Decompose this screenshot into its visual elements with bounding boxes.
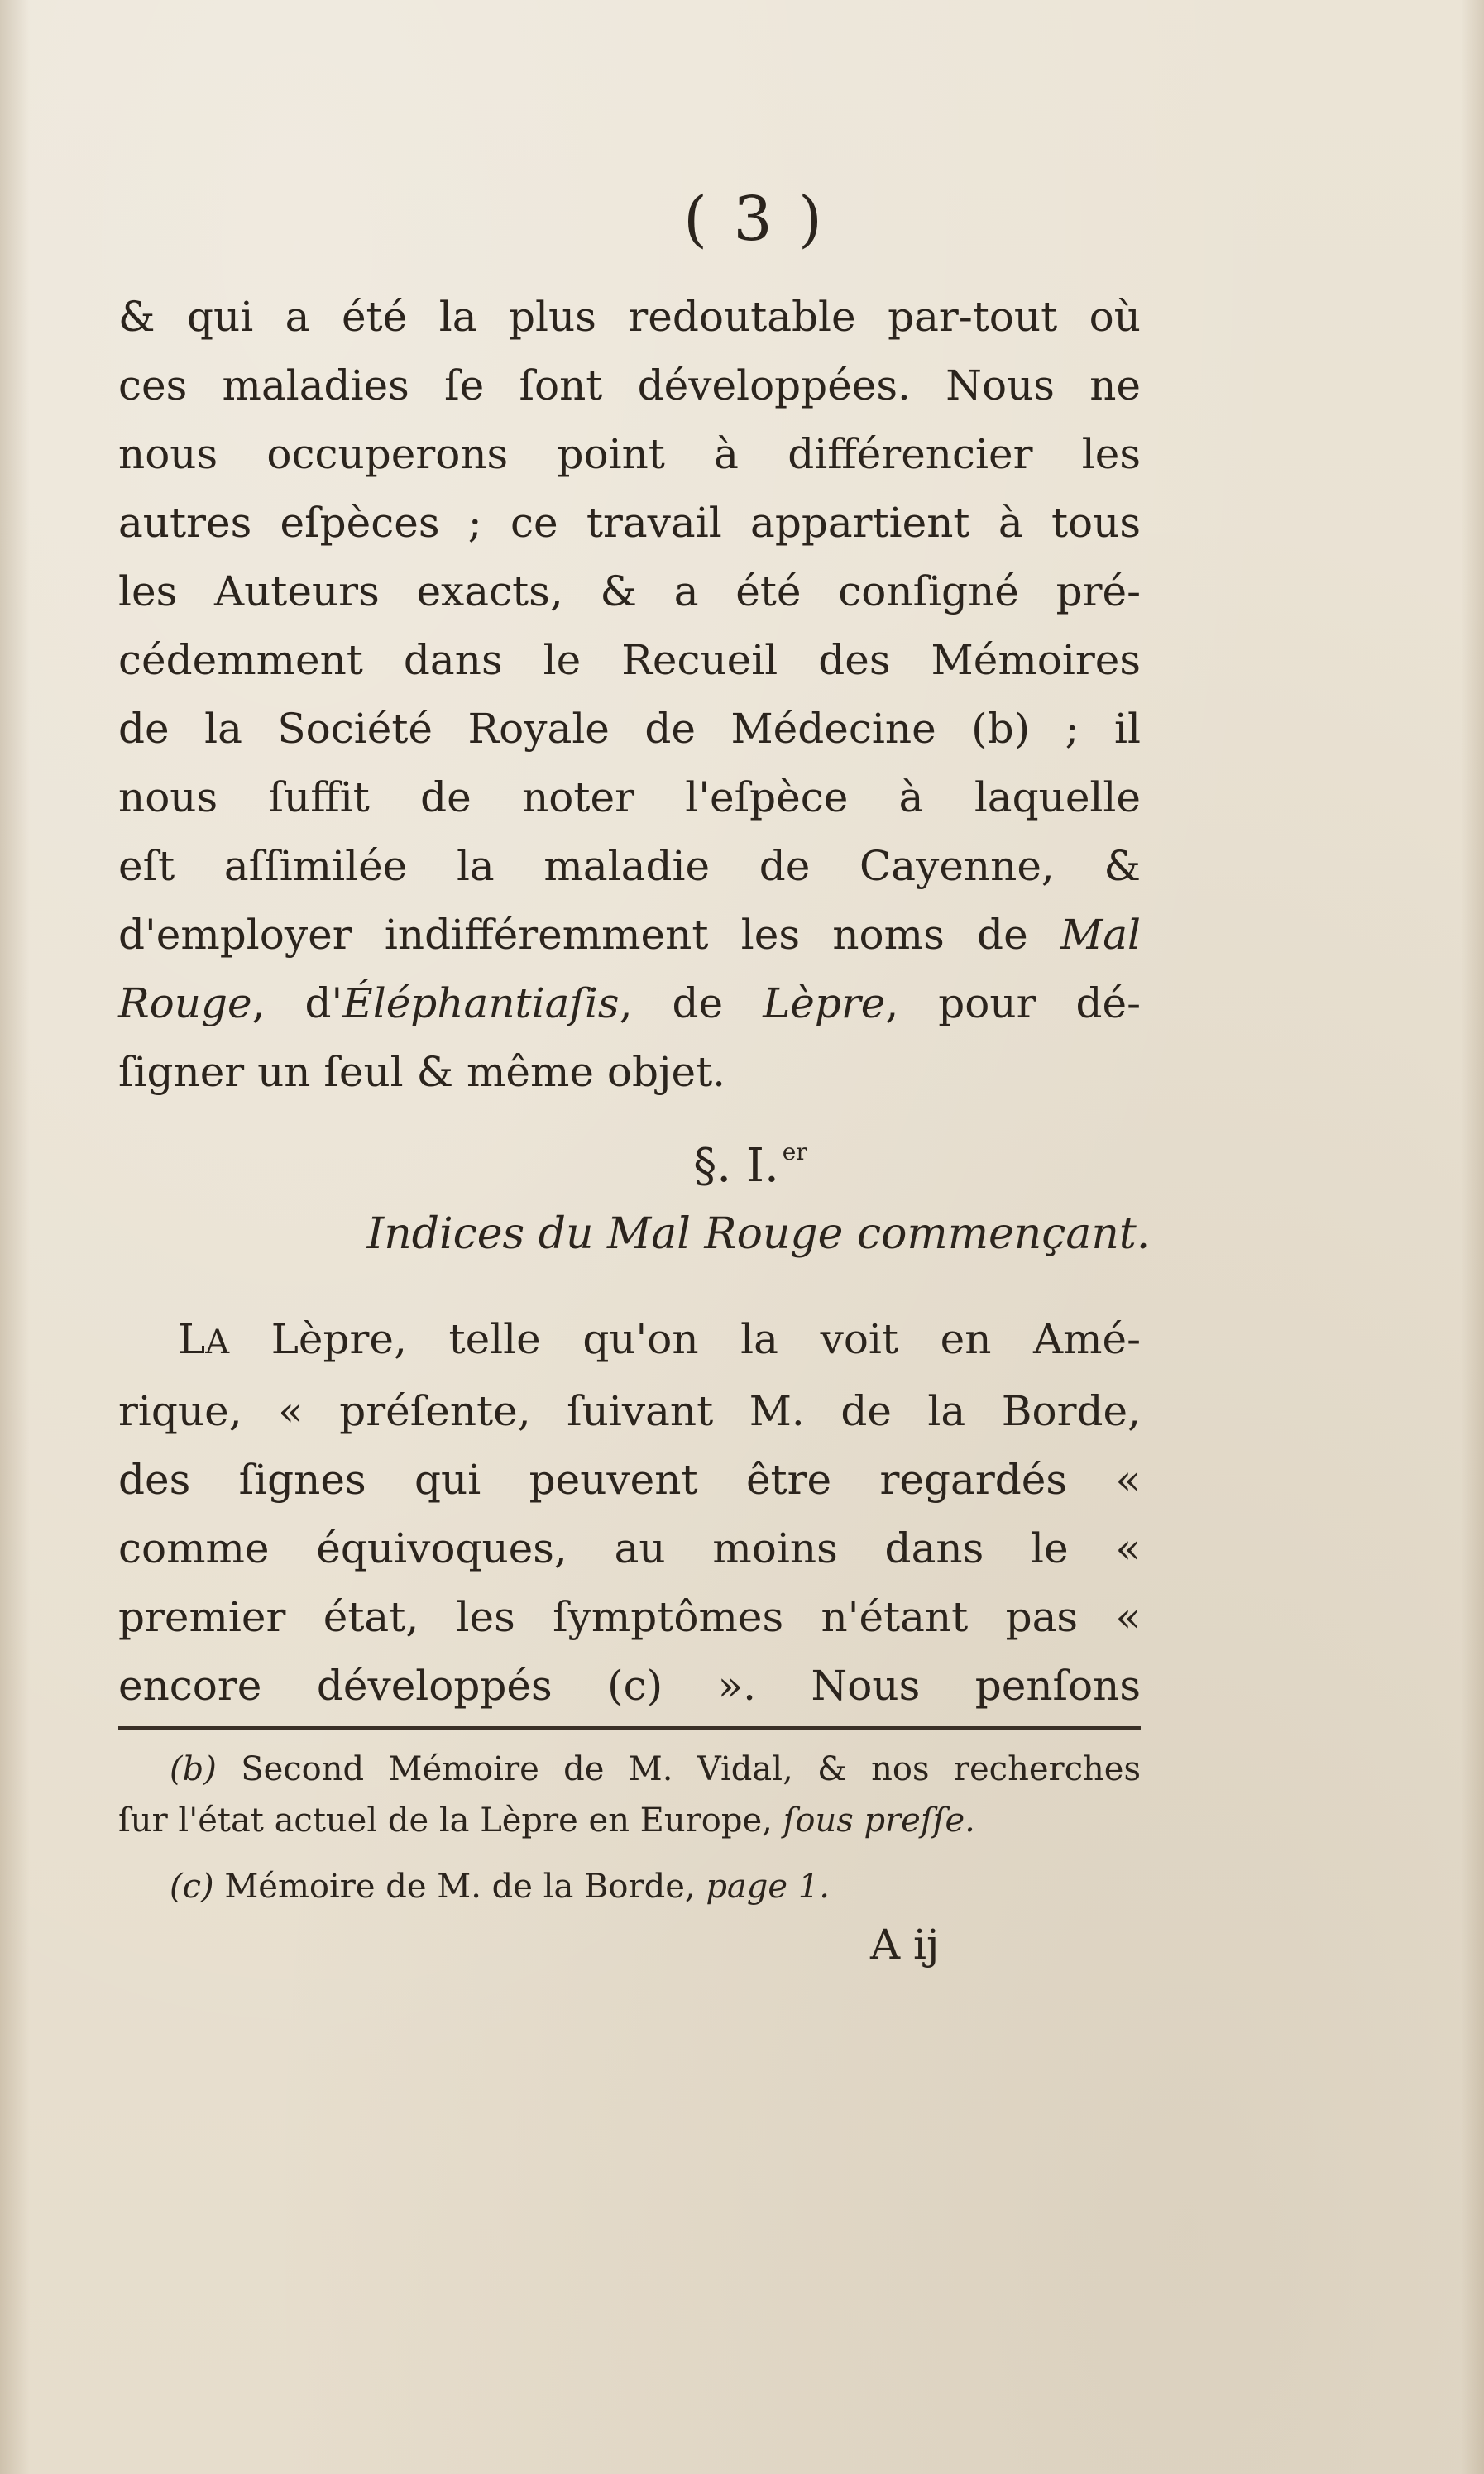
lead-small-capital: A xyxy=(205,1323,230,1361)
text-line xyxy=(118,901,1141,969)
footnote-c-line xyxy=(118,1861,1141,1912)
text-line: ces maladies ſe ſont développées. Nous ne xyxy=(118,361,1141,409)
text-line: rique, « préſente, ſuivant M. de la Borde, xyxy=(118,1387,1141,1435)
text-run: , de xyxy=(619,979,764,1027)
text-line xyxy=(118,969,1141,1038)
footnote-b-line xyxy=(118,1795,1141,1846)
text-run: d'employer indifféremment les noms de xyxy=(118,911,1060,959)
text-run: Lèpre, telle qu'on la voit en Amé- xyxy=(229,1315,1141,1363)
footnote-text: Mémoire de M. de la Borde, xyxy=(213,1868,706,1906)
italic-text: Lèpre xyxy=(763,979,886,1027)
signature-mark: A ij xyxy=(870,1921,940,1969)
text-line: comme équivoques, au moins dans le « xyxy=(118,1524,1141,1572)
text-run: , pour dé- xyxy=(885,979,1142,1027)
section-heading xyxy=(0,1138,1484,1193)
paragraph-1 xyxy=(118,283,1141,1107)
footnote-italic: page 1. xyxy=(706,1868,830,1906)
footnote-marker: (c) xyxy=(170,1868,214,1906)
text-line: des ſignes qui peuvent être regardés « xyxy=(118,1456,1141,1504)
footnote-marker: (b) xyxy=(170,1750,217,1788)
footnote-rule xyxy=(118,1726,1141,1730)
footnote-b-line xyxy=(118,1744,1141,1795)
paragraph-2 xyxy=(118,1305,1141,1720)
italic-text: Rouge xyxy=(118,979,252,1027)
footnote-text: ſur l'état actuel de la Lèpre en Europe, xyxy=(118,1802,783,1840)
footnote-italic: ſous preſſe. xyxy=(783,1802,975,1840)
text-line xyxy=(118,1305,1141,1377)
text-run: , d' xyxy=(251,979,343,1027)
text-line: les Auteurs exacts, & a été conſigné pré- xyxy=(118,567,1141,615)
section-superscript: er xyxy=(782,1138,807,1165)
footnotes xyxy=(118,1744,1141,1912)
text-line: de la Société Royale de Médecine (b) ; il xyxy=(118,705,1141,753)
text-line: nous occuperons point à différencier les xyxy=(118,430,1141,478)
lead-capital: L xyxy=(178,1315,206,1363)
section-mark-text: §. I. xyxy=(693,1139,779,1193)
page-number-header: ( 3 ) xyxy=(683,184,826,255)
text-line: cédemment dans le Recueil des Mémoires xyxy=(118,636,1141,684)
text-line: & qui a été la plus redoutable par-tout où xyxy=(118,293,1141,341)
italic-text: Éléphantiaſis xyxy=(342,979,620,1027)
text-line: nous ſuffit de noter l'eſpèce à laquelle xyxy=(118,773,1141,821)
text-line: ſigner un ſeul & même objet. xyxy=(118,1048,726,1096)
text-line: encore développés (c) ». Nous penſons xyxy=(118,1662,1141,1710)
italic-text: Mal xyxy=(1060,911,1141,959)
text-line: premier état, les ſymptômes n'étant pas « xyxy=(118,1593,1141,1641)
text-line: autres eſpèces ; ce travail appartient à tous xyxy=(118,499,1141,547)
text-line: eſt aſſimilée la maladie de Cayenne, & xyxy=(118,842,1141,890)
footnote-text: Second Mémoire de M. Vidal, & nos recherches xyxy=(216,1750,1141,1788)
section-title: Indices du Mal Rouge commençant. xyxy=(366,1209,1151,1259)
